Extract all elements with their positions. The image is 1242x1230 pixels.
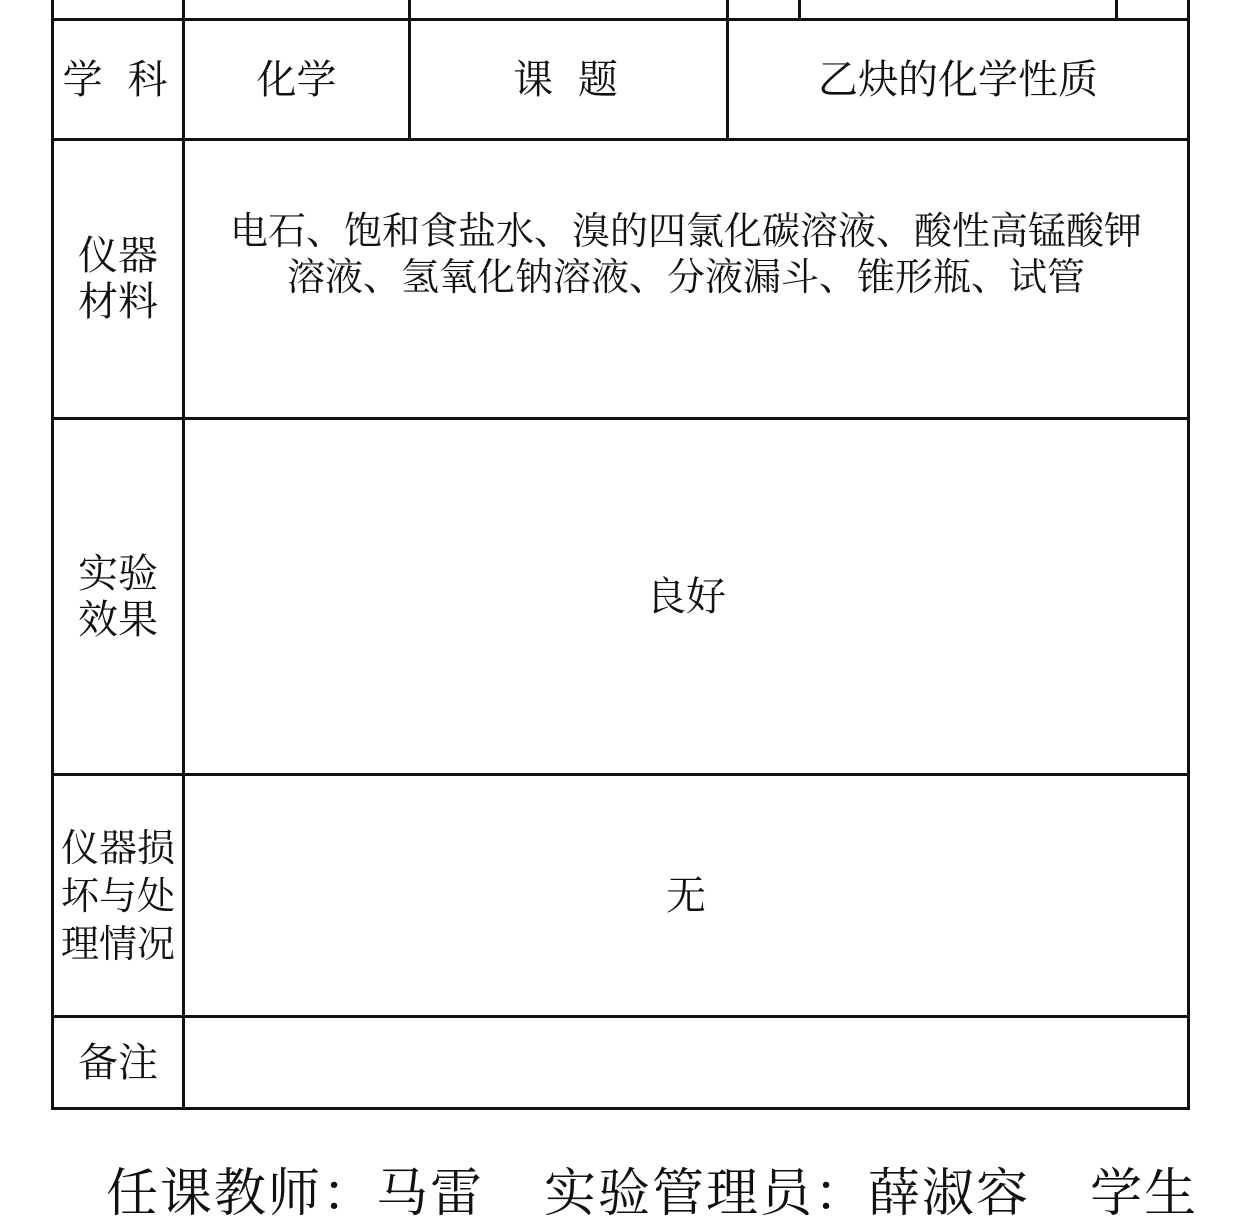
divider-top-2 xyxy=(726,0,729,20)
materials-label-line1: 仪器 xyxy=(78,233,158,279)
damage-label-line2: 坏与处 xyxy=(60,873,175,918)
topic-label: 课 题 xyxy=(513,56,624,103)
manager-name: 薛淑容 xyxy=(868,1164,1031,1224)
materials-label-line2: 材料 xyxy=(78,279,158,325)
divider-top-4 xyxy=(1115,0,1118,20)
divider-top-1 xyxy=(408,0,411,20)
teacher-label: 任课教师： xyxy=(106,1164,377,1224)
damage-value: 无 xyxy=(666,872,706,919)
subject-value: 化学 xyxy=(256,56,337,103)
border-right xyxy=(1187,0,1190,1110)
student-label: 学生 xyxy=(1090,1164,1199,1224)
manager-label: 实验管理员： xyxy=(544,1164,869,1224)
hline-table-bottom xyxy=(51,1107,1190,1110)
teacher-name: 马雷 xyxy=(376,1164,485,1224)
materials-value-line2: 溶液、氢氧化钠溶液、分液漏斗、锥形瓶、试管 xyxy=(286,255,1085,299)
effect-label-line2: 效果 xyxy=(78,596,158,643)
divider-top-3 xyxy=(798,0,801,20)
materials-value xyxy=(185,141,1187,417)
materials-label xyxy=(54,141,182,417)
damage-label-line1: 仪器损 xyxy=(60,825,175,870)
effect-value: 良好 xyxy=(646,573,726,620)
subject-label: 学 科 xyxy=(62,56,174,103)
materials-value-line1: 电石、饱和食盐水、溴的四氯化碳溶液、酸性高锰酸钾 xyxy=(229,209,1142,253)
remarks-value xyxy=(185,1018,1187,1107)
damage-label-line3: 理情况 xyxy=(60,921,175,966)
signature-line xyxy=(106,1158,1198,1230)
effect-label-line1: 实验 xyxy=(78,550,158,597)
topic-value: 乙炔的化学性质 xyxy=(818,56,1098,103)
damage-label xyxy=(54,776,182,1015)
remarks-label: 备注 xyxy=(78,1039,158,1086)
effect-label xyxy=(54,420,182,773)
